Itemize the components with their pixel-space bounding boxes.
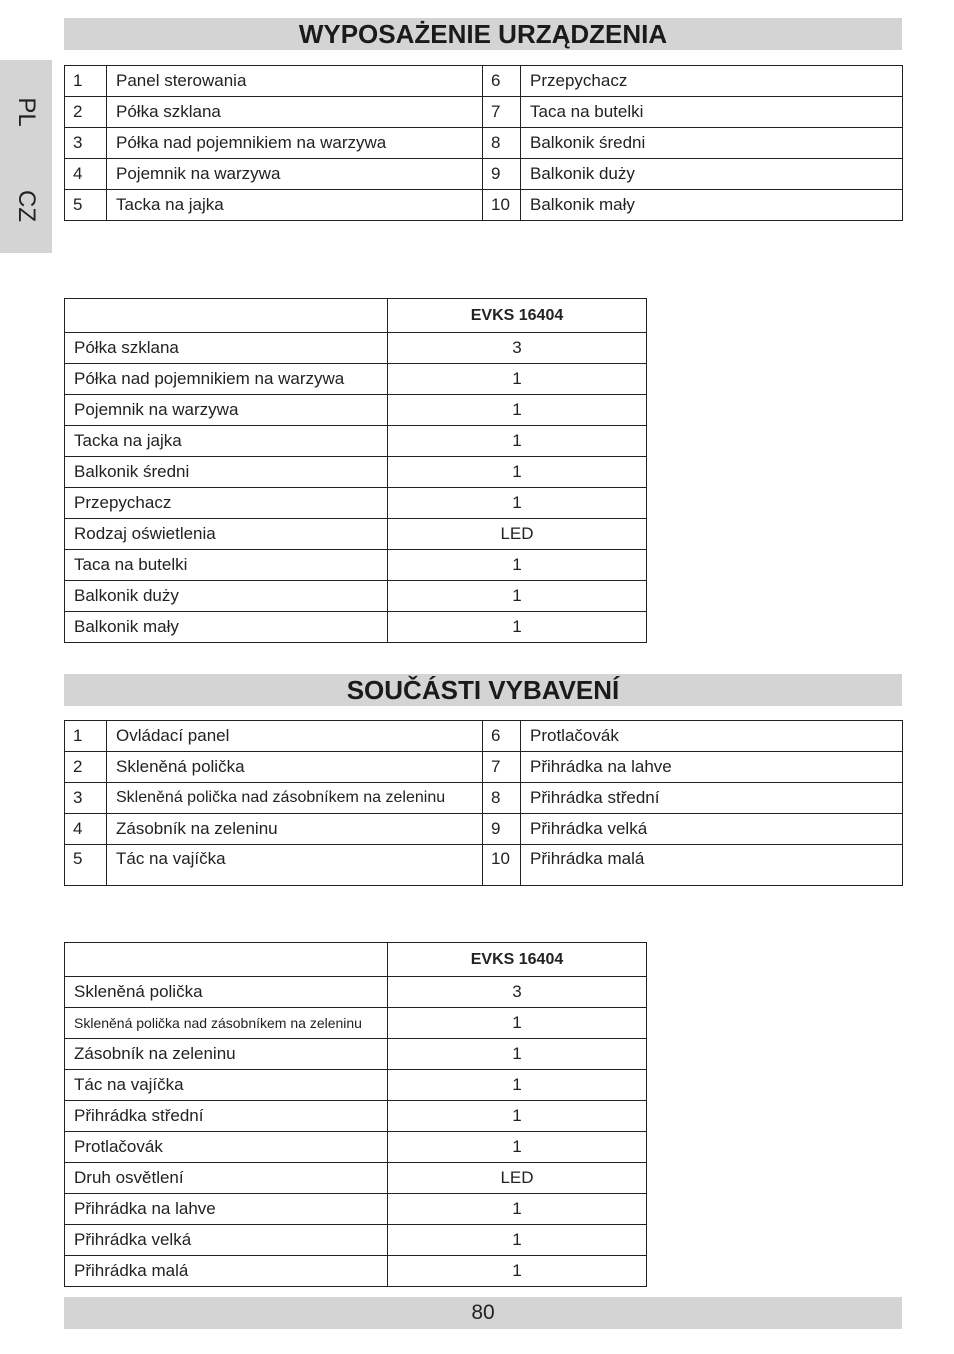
part-number: 7 (483, 752, 521, 783)
part-label: Balkonik mały (521, 190, 903, 221)
spec-label: Półka szklana (65, 333, 388, 364)
spec-value: 1 (388, 1132, 647, 1163)
part-label: Přihrádka velká (521, 814, 903, 845)
table-row (65, 752, 903, 783)
table-header-row (65, 943, 647, 977)
part-number: 8 (483, 783, 521, 814)
spec-value: 1 (388, 612, 647, 643)
part-number: 9 (483, 814, 521, 845)
table-row (65, 457, 647, 488)
part-number: 6 (483, 721, 521, 752)
part-number: 6 (483, 66, 521, 97)
table-row (65, 364, 647, 395)
part-label: Półka szklana (107, 97, 483, 128)
spec-label: Tác na vajíčka (65, 1070, 388, 1101)
spec-label: Přihrádka velká (65, 1225, 388, 1256)
table-row (65, 845, 903, 886)
language-tab-cz: CZ (13, 190, 40, 222)
table-row (65, 1039, 647, 1070)
part-number: 5 (65, 190, 107, 221)
spec-value: 3 (388, 977, 647, 1008)
table-header-row (65, 299, 647, 333)
spec-header-label (65, 299, 388, 333)
part-label: Przepychacz (521, 66, 903, 97)
part-number: 8 (483, 128, 521, 159)
table-row (65, 1256, 647, 1287)
part-label: Tacka na jajka (107, 190, 483, 221)
parts-table-pl (64, 65, 903, 221)
part-label: Taca na butelki (521, 97, 903, 128)
part-number: 9 (483, 159, 521, 190)
spec-value: 1 (388, 1008, 647, 1039)
part-label: Přihrádka na lahve (521, 752, 903, 783)
table-row (65, 519, 647, 550)
table-row (65, 1163, 647, 1194)
table-row (65, 333, 647, 364)
table-row (65, 1101, 647, 1132)
spec-label: Przepychacz (65, 488, 388, 519)
spec-label: Zásobník na zeleninu (65, 1039, 388, 1070)
spec-value: 1 (388, 364, 647, 395)
part-label: Panel sterowania (107, 66, 483, 97)
table-row (65, 66, 903, 97)
spec-label: Protlačovák (65, 1132, 388, 1163)
spec-value: 3 (388, 333, 647, 364)
part-label: Skleněná polička (107, 752, 483, 783)
spec-label: Rodzaj oświetlenia (65, 519, 388, 550)
part-number: 4 (65, 159, 107, 190)
spec-value: 1 (388, 1039, 647, 1070)
table-row (65, 190, 903, 221)
part-label: Zásobník na zeleninu (107, 814, 483, 845)
table-row (65, 550, 647, 581)
spec-label: Druh osvětlení (65, 1163, 388, 1194)
part-number: 2 (65, 97, 107, 128)
table-row (65, 581, 647, 612)
part-label: Ovládací panel (107, 721, 483, 752)
part-number: 10 (483, 845, 521, 886)
language-tab-pl: PL (13, 97, 40, 127)
part-number: 1 (65, 721, 107, 752)
language-side-tab (0, 60, 52, 253)
spec-label: Skleněná polička (65, 977, 388, 1008)
table-row (65, 128, 903, 159)
part-label: Pojemnik na warzywa (107, 159, 483, 190)
part-number: 3 (65, 128, 107, 159)
table-row (65, 159, 903, 190)
table-row (65, 1132, 647, 1163)
spec-value: 1 (388, 1101, 647, 1132)
spec-value: LED (388, 519, 647, 550)
spec-label: Balkonik duży (65, 581, 388, 612)
table-row (65, 814, 903, 845)
spec-value: 1 (388, 581, 647, 612)
table-row (65, 1225, 647, 1256)
spec-header-model: EVKS 16404 (388, 943, 647, 977)
part-label: Półka nad pojemnikiem na warzywa (107, 128, 483, 159)
table-row (65, 488, 647, 519)
spec-label: Balkonik średni (65, 457, 388, 488)
table-row (65, 395, 647, 426)
spec-label: Balkonik mały (65, 612, 388, 643)
table-row (65, 1194, 647, 1225)
table-row (65, 97, 903, 128)
spec-value: 1 (388, 550, 647, 581)
part-number: 1 (65, 66, 107, 97)
part-label: Balkonik duży (521, 159, 903, 190)
spec-value: 1 (388, 1194, 647, 1225)
part-label: Skleněná polička nad zásobníkem na zeleninu (107, 783, 483, 814)
spec-label: Přihrádka na lahve (65, 1194, 388, 1225)
part-label: Protlačovák (521, 721, 903, 752)
spec-table-pl (64, 298, 647, 643)
part-number: 7 (483, 97, 521, 128)
spec-value: 1 (388, 488, 647, 519)
part-number: 4 (65, 814, 107, 845)
spec-value: 1 (388, 1256, 647, 1287)
spec-value: 1 (388, 1225, 647, 1256)
part-label: Přihrádka malá (521, 845, 903, 886)
spec-value: LED (388, 1163, 647, 1194)
table-row (65, 612, 647, 643)
table-row (65, 783, 903, 814)
spec-header-model: EVKS 16404 (388, 299, 647, 333)
part-label: Přihrádka střední (521, 783, 903, 814)
part-number: 2 (65, 752, 107, 783)
table-row (65, 1008, 647, 1039)
spec-label: Přihrádka střední (65, 1101, 388, 1132)
page-number: 80 (64, 1297, 902, 1329)
part-number: 5 (65, 845, 107, 886)
parts-table-cz (64, 720, 903, 886)
table-row (65, 977, 647, 1008)
spec-label: Přihrádka malá (65, 1256, 388, 1287)
table-row (65, 721, 903, 752)
part-label: Tác na vajíčka (107, 845, 483, 886)
spec-value: 1 (388, 457, 647, 488)
spec-table-cz (64, 942, 647, 1287)
spec-value: 1 (388, 395, 647, 426)
section-title-pl: WYPOSAŻENIE URZĄDZENIA (64, 18, 902, 50)
spec-label: Półka nad pojemnikiem na warzywa (65, 364, 388, 395)
table-row (65, 1070, 647, 1101)
table-row (65, 426, 647, 457)
spec-label: Tacka na jajka (65, 426, 388, 457)
spec-label: Taca na butelki (65, 550, 388, 581)
section-title-cz: SOUČÁSTI VYBAVENÍ (64, 674, 902, 706)
part-number: 10 (483, 190, 521, 221)
spec-label: Pojemnik na warzywa (65, 395, 388, 426)
spec-value: 1 (388, 426, 647, 457)
spec-header-label (65, 943, 388, 977)
part-number: 3 (65, 783, 107, 814)
spec-value: 1 (388, 1070, 647, 1101)
part-label: Balkonik średni (521, 128, 903, 159)
spec-label: Skleněná polička nad zásobníkem na zeleninu (65, 1008, 388, 1039)
